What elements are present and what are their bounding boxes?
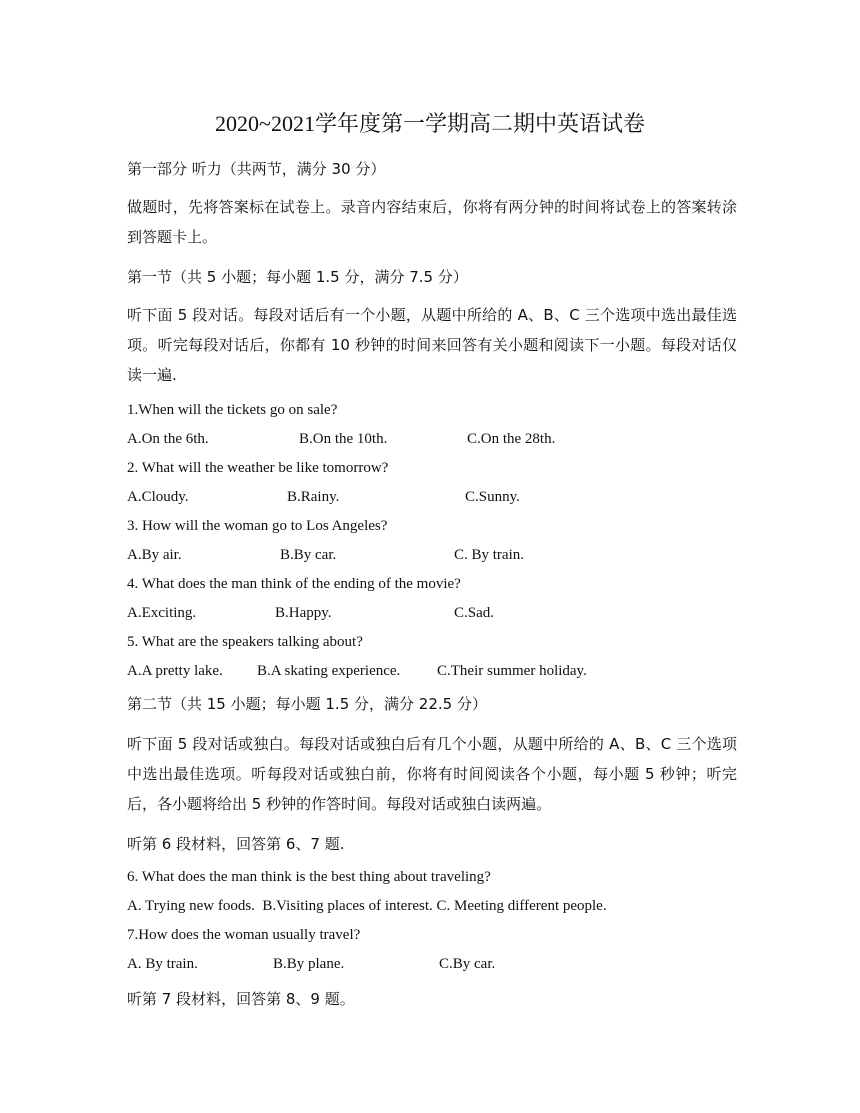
- section1-instructions: 听下面 5 段对话。每段对话后有一个小题，从题中所给的 A、B、C 三个选项中选出最佳选项。听完每段对话后，你都有 10 秒钟的时间来回答有关小题和阅读下一小题。每段对话仅读一遍.: [127, 306, 737, 384]
- section2-heading: 第二节（共 15 小题；每小题 1.5 分，满分 22.5 分）: [127, 695, 487, 713]
- q6-options: A. Trying new foods. B.Visiting places of interest. C. Meeting different people.: [127, 898, 607, 914]
- q3-option-b: B.By car.: [280, 547, 337, 563]
- q4-option-c: C.Sad.: [454, 605, 495, 621]
- q4-option-b: B.Happy.: [275, 605, 332, 621]
- q7-option-c: C.By car.: [439, 956, 496, 972]
- q3-option-a: A.By air.: [127, 547, 182, 563]
- q2-option-a: A.Cloudy.: [127, 489, 189, 505]
- q4-option-a: A.Exciting.: [127, 605, 197, 621]
- q1-option-a: A.On the 6th.: [127, 431, 209, 447]
- question-7: 7.How does the woman usually travel?: [127, 927, 361, 943]
- q1-option-c: C.On the 28th.: [467, 431, 556, 447]
- q7-option-b: B.By plane.: [273, 956, 345, 972]
- section1-heading: 第一节（共 5 小题；每小题 1.5 分，满分 7.5 分）: [127, 268, 468, 286]
- q2-option-c: C.Sunny.: [465, 489, 520, 505]
- q3-option-c: C. By train.: [454, 547, 524, 563]
- question-5: 5. What are the speakers talking about?: [127, 634, 363, 650]
- q5-option-c: C.Their summer holiday.: [437, 663, 587, 679]
- q5-option-b: B.A skating experience.: [257, 663, 401, 679]
- part1-heading: 第一部分 听力（共两节，满分 30 分）: [127, 160, 386, 178]
- question-3: 3. How will the woman go to Los Angeles?: [127, 518, 388, 534]
- q5-option-a: A.A pretty lake.: [127, 663, 223, 679]
- question-4: 4. What does the man think of the ending of the movie?: [127, 576, 461, 592]
- section2-instructions: 听下面 5 段对话或独白。每段对话或独白后有几个小题，从题中所给的 A、B、C 三个选项中选出最佳选项。听每段对话或独白前，你将有时间阅读各个小题，每小题 5 秒钟；听完后，各小题将给出 5 秒钟的作答时间。每段对话或独白读两遍。: [127, 735, 737, 813]
- material-7-heading: 听第 7 段材料，回答第 8、9 题。: [127, 990, 355, 1008]
- part1-instructions: 做题时，先将答案标在试卷上。录音内容结束后，你将有两分钟的时间将试卷上的答案转涂到答题卡上。: [127, 198, 737, 246]
- q2-option-b: B.Rainy.: [287, 489, 340, 505]
- question-6: 6. What does the man think is the best thing about traveling?: [127, 869, 491, 885]
- exam-title: 2020~2021学年度第一学期高二期中英语试卷: [215, 111, 645, 136]
- question-1: 1.When will the tickets go on sale?: [127, 402, 338, 418]
- material-6-heading: 听第 6 段材料，回答第 6、7 题.: [127, 835, 345, 853]
- q1-option-b: B.On the 10th.: [299, 431, 388, 447]
- q7-option-a: A. By train.: [127, 956, 198, 972]
- question-2: 2. What will the weather be like tomorrow?: [127, 460, 389, 476]
